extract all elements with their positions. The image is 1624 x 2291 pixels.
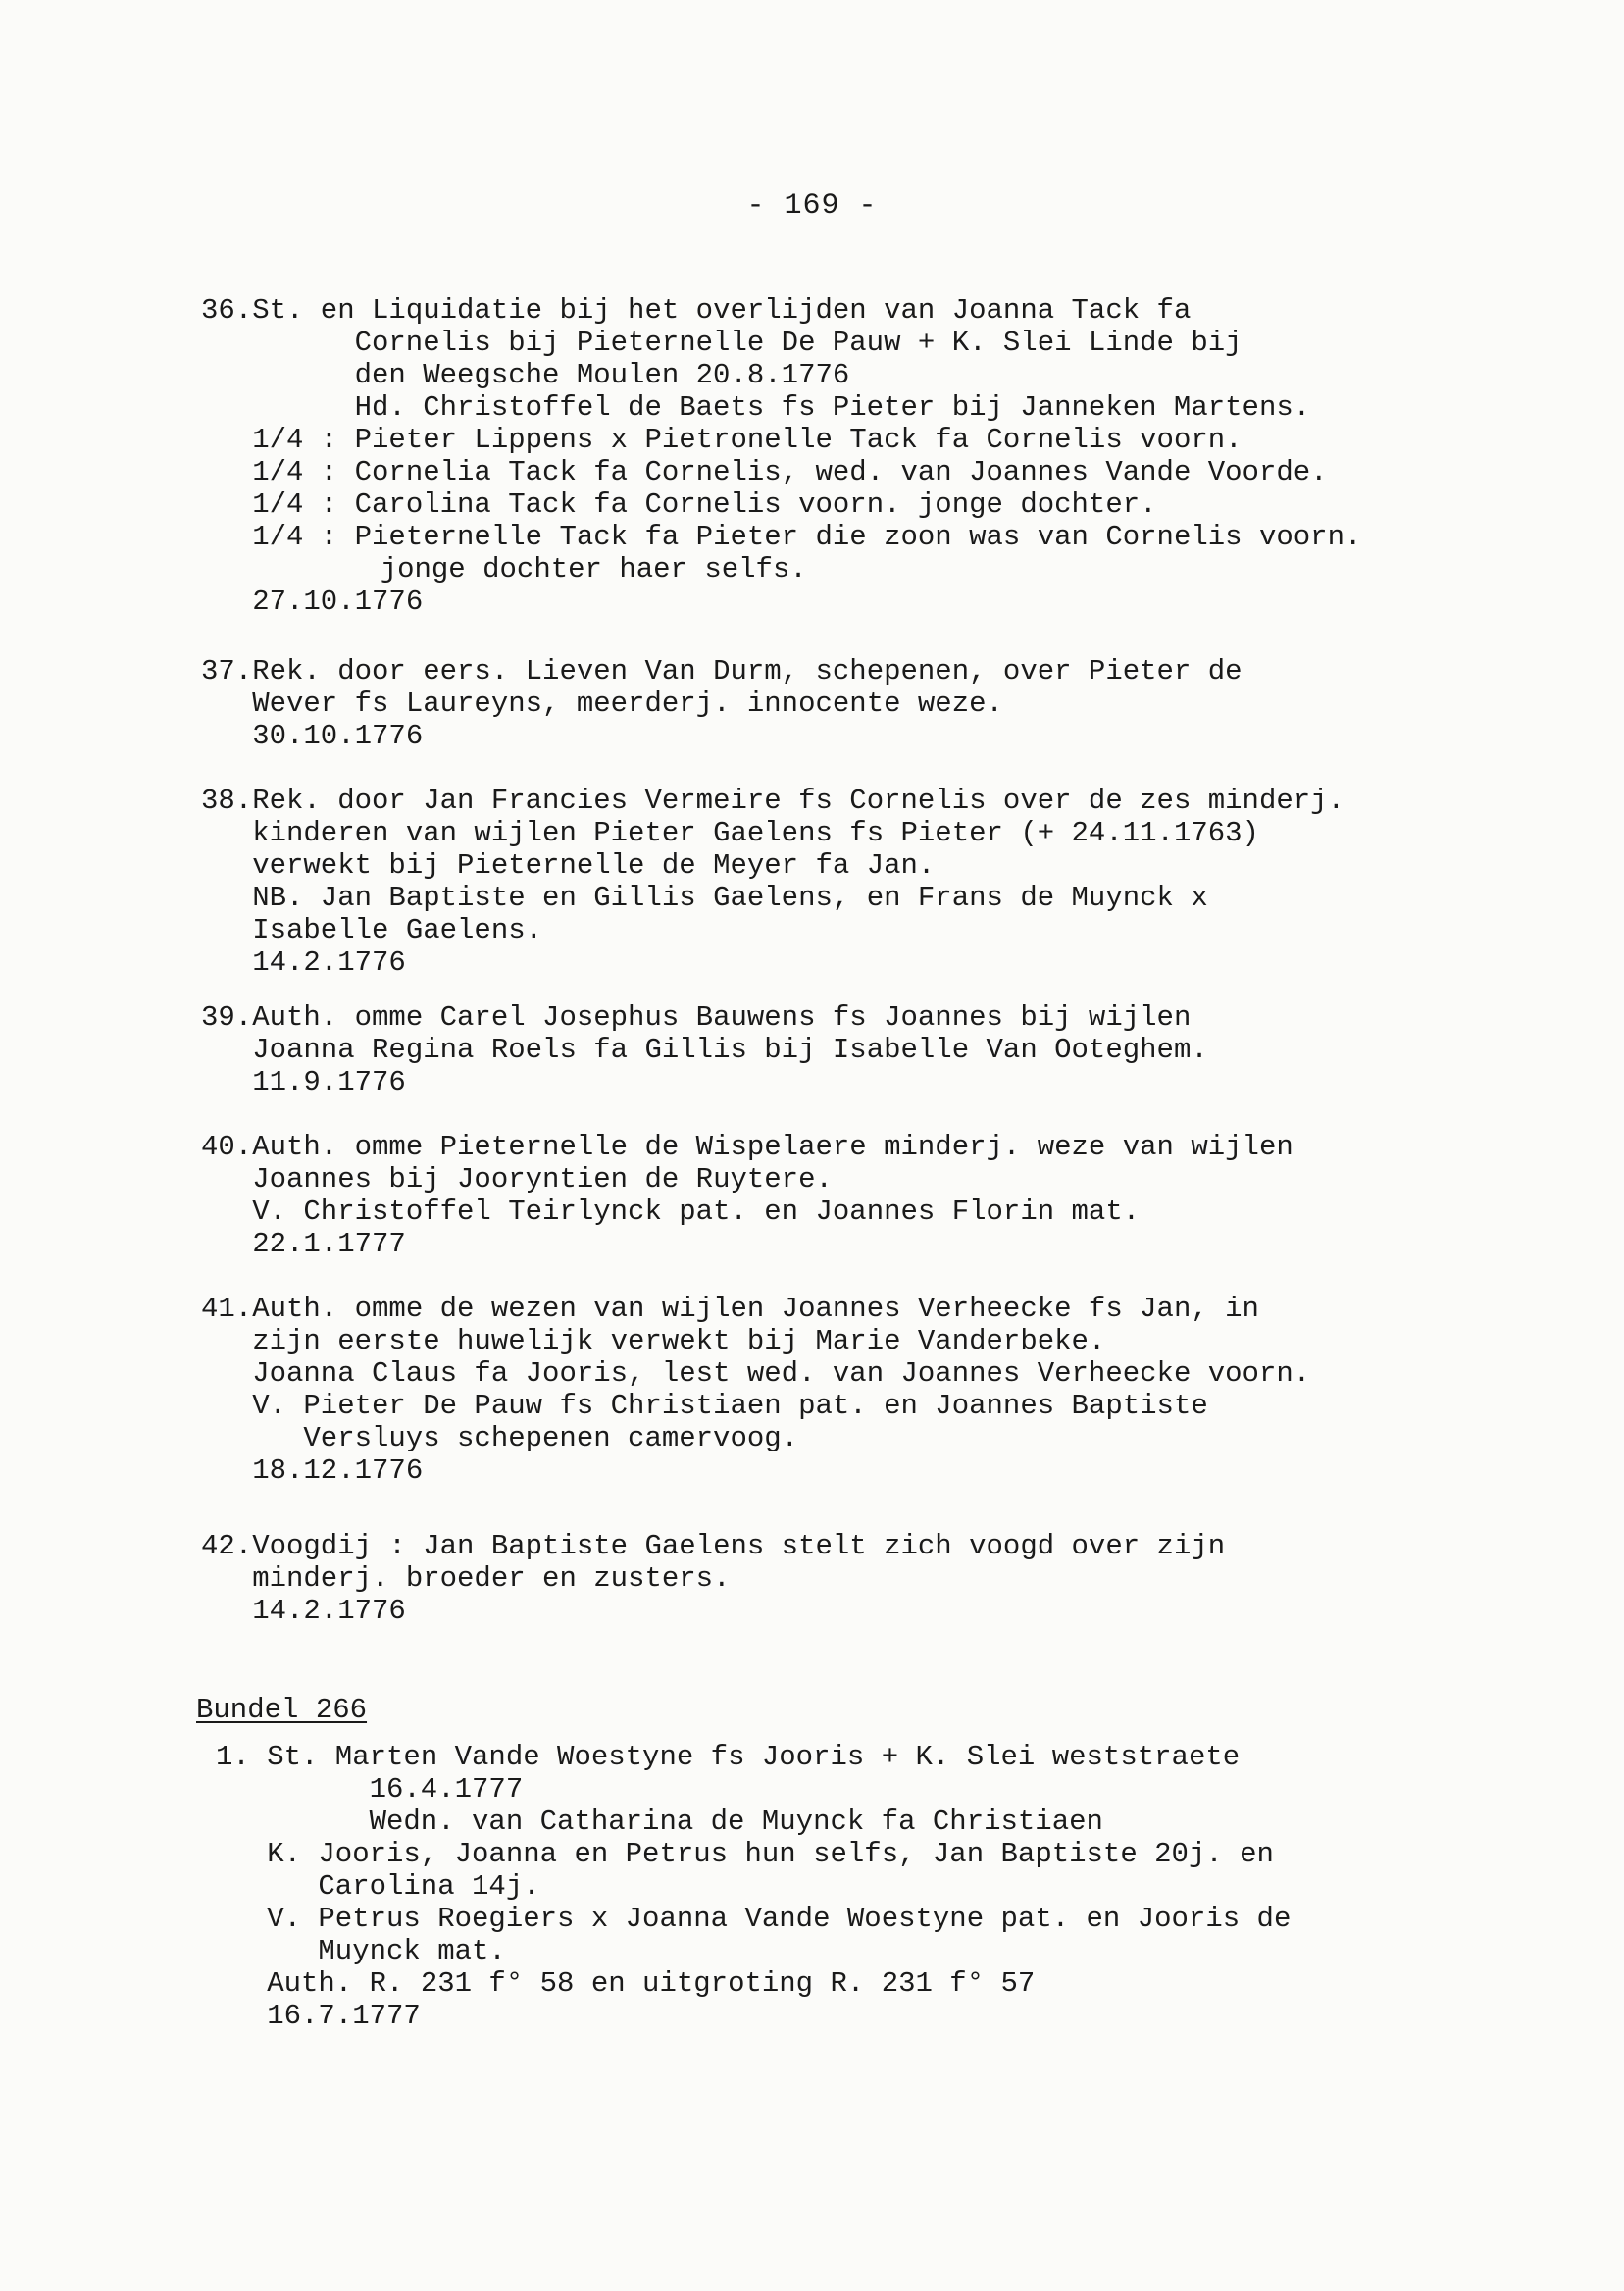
entry-line — [201, 1163, 1594, 1196]
entry-text: 30.10.1776 — [252, 720, 424, 752]
entry-line — [201, 1001, 1594, 1034]
entry-line — [201, 1034, 1594, 1066]
entry-text: K. Jooris, Joanna en Petrus hun selfs, Jan Baptiste 20j. en — [267, 1838, 1274, 1870]
entry-text: Joanna Regina Roels fa Gillis bij Isabelle Van Ooteghem. — [252, 1034, 1208, 1066]
entry-text: den Weegsche Moulen 20.8.1776 — [354, 359, 850, 391]
entry-text: Rek. door eers. Lieven Van Durm, schepenen, over Pieter de — [252, 655, 1243, 687]
entry-text: 16.4.1777 — [369, 1773, 524, 1806]
entry-text: 1/4 : Pieternelle Tack fa Pieter die zoon was van Cornelis voorn. — [252, 521, 1362, 553]
entry-line — [201, 1066, 1594, 1098]
entry-text: V. Petrus Roegiers x Joanna Vande Woestyne pat. en Jooris de — [267, 1903, 1292, 1935]
entry-text: Auth. omme Pieternelle de Wispelaere minderj. weze van wijlen — [252, 1131, 1294, 1163]
entry-text: Isabelle Gaelens. — [252, 914, 543, 946]
entry-text: Cornelis bij Pieternelle De Pauw + K. Slei Linde bij — [354, 327, 1243, 359]
entry-line — [201, 488, 1594, 521]
entry-text: NB. Jan Baptiste en Gillis Gaelens, en Frans de Muynck x — [252, 882, 1208, 914]
entry-line — [201, 946, 1594, 979]
entry-line — [201, 359, 1594, 391]
entry-40 — [201, 1131, 1594, 1260]
entry-line — [201, 327, 1594, 359]
entry-text: Auth. omme Carel Josephus Bauwens fs Joannes bij wijlen — [252, 1001, 1192, 1034]
entry-line — [201, 655, 1594, 687]
entry-line — [201, 849, 1594, 882]
entry-text: 1/4 : Carolina Tack fa Cornelis voorn. jonge dochter. — [252, 488, 1157, 521]
entry-text: 1/4 : Pieter Lippens x Pietronelle Tack fa Cornelis voorn. — [252, 424, 1243, 456]
entry-text: Hd. Christoffel de Baets fs Pieter bij Janneken Martens. — [354, 391, 1311, 424]
entry-line — [201, 1357, 1594, 1390]
entry-line — [216, 1903, 1608, 1935]
entry-line — [201, 424, 1594, 456]
entry-39 — [201, 1001, 1594, 1098]
entry-37 — [201, 655, 1594, 752]
entry-text: 11.9.1776 — [252, 1066, 406, 1098]
entry-line — [201, 1390, 1594, 1422]
entry-line — [201, 914, 1594, 946]
entry-line — [201, 521, 1594, 553]
entry-line — [201, 1196, 1594, 1228]
entry-number: 39. — [201, 1001, 253, 1034]
entry-text: verwekt bij Pieternelle de Meyer fa Jan. — [252, 849, 936, 882]
entry-text: 14.2.1776 — [252, 1595, 406, 1627]
entry-text: Carolina 14j. — [318, 1870, 540, 1903]
entry-text: Joanna Claus fa Jooris, lest wed. van Joannes Verheecke voorn. — [252, 1357, 1311, 1390]
entry-line — [201, 687, 1594, 720]
entry-line — [201, 882, 1594, 914]
entry-line — [201, 1595, 1594, 1627]
entry-line — [201, 785, 1594, 817]
entry-line — [216, 1838, 1608, 1870]
entry-line — [201, 553, 1594, 585]
entry-line — [201, 1454, 1594, 1487]
entry-line — [201, 1228, 1594, 1260]
entry-line — [201, 391, 1594, 424]
entry-number: 40. — [201, 1131, 253, 1163]
entry-line — [201, 1562, 1594, 1595]
entry-line — [216, 1935, 1608, 1967]
entry-text: 1/4 : Cornelia Tack fa Cornelis, wed. van Joannes Vande Voorde. — [252, 456, 1328, 488]
entry-text: Auth. omme de wezen van wijlen Joannes Verheecke fs Jan, in — [252, 1293, 1259, 1325]
entry-line — [201, 720, 1594, 752]
entry-line — [201, 1131, 1594, 1163]
entry-text: 18.12.1776 — [252, 1454, 424, 1487]
entry-text: Versluys schepenen camervoog. — [303, 1422, 799, 1454]
entry-line — [201, 585, 1594, 618]
entry-number: 42. — [201, 1530, 253, 1562]
entry-text: Rek. door Jan Francies Vermeire fs Cornelis over de zes minderj. — [252, 785, 1345, 817]
entry-line — [201, 1293, 1594, 1325]
entry-line — [201, 1530, 1594, 1562]
page-number: - 169 - — [746, 189, 878, 223]
entry-text: St. Marten Vande Woestyne fs Jooris + K. Slei weststraete — [267, 1741, 1241, 1773]
bundle-heading: Bundel 266 — [196, 1694, 368, 1726]
entry-number: 37. — [201, 655, 253, 687]
entry-text: Auth. R. 231 f° 58 en uitgroting R. 231 f° 57 — [267, 1967, 1036, 2000]
entry-line — [201, 817, 1594, 849]
entry-number: 36. — [201, 294, 253, 327]
entry-1 — [216, 1741, 1608, 2032]
entry-text: Voogdij : Jan Baptiste Gaelens stelt zich voogd over zijn — [252, 1530, 1226, 1562]
entry-text: Wever fs Laureyns, meerderj. innocente weze. — [252, 687, 1003, 720]
entry-text: V. Pieter De Pauw fs Christiaen pat. en Joannes Baptiste — [252, 1390, 1208, 1422]
entry-36 — [201, 294, 1594, 618]
entry-line — [201, 294, 1594, 327]
entry-line — [201, 456, 1594, 488]
entry-text: 16.7.1777 — [267, 2000, 421, 2032]
entry-line — [216, 1967, 1608, 2000]
entry-line — [216, 1741, 1608, 1773]
entry-line — [201, 1325, 1594, 1357]
entry-text: minderj. broeder en zusters. — [252, 1562, 731, 1595]
entry-text: zijn eerste huwelijk verwekt bij Marie Vanderbeke. — [252, 1325, 1106, 1357]
entry-line — [216, 1870, 1608, 1903]
entry-text: kinderen van wijlen Pieter Gaelens fs Pieter (+ 24.11.1763) — [252, 817, 1259, 849]
entry-text: 27.10.1776 — [252, 585, 424, 618]
entry-number: 38. — [201, 785, 253, 817]
entry-line — [216, 1806, 1608, 1838]
entry-text: St. en Liquidatie bij het overlijden van Joanna Tack fa — [252, 294, 1192, 327]
entry-42 — [201, 1530, 1594, 1627]
entry-38 — [201, 785, 1594, 979]
entry-line — [216, 2000, 1608, 2032]
entry-text: Joannes bij Jooryntien de Ruytere. — [252, 1163, 833, 1196]
entry-line — [201, 1422, 1594, 1454]
entry-text: Wedn. van Catharina de Muynck fa Christiaen — [369, 1806, 1103, 1838]
entry-41 — [201, 1293, 1594, 1487]
entry-text: 22.1.1777 — [252, 1228, 406, 1260]
entry-text: Muynck mat. — [318, 1935, 506, 1967]
entry-number: 41. — [201, 1293, 253, 1325]
entry-number: 1. — [216, 1741, 250, 1773]
entry-line — [216, 1773, 1608, 1806]
entry-text: V. Christoffel Teirlynck pat. en Joannes Florin mat. — [252, 1196, 1141, 1228]
entry-text: 14.2.1776 — [252, 946, 406, 979]
entry-text: jonge dochter haer selfs. — [380, 553, 807, 585]
